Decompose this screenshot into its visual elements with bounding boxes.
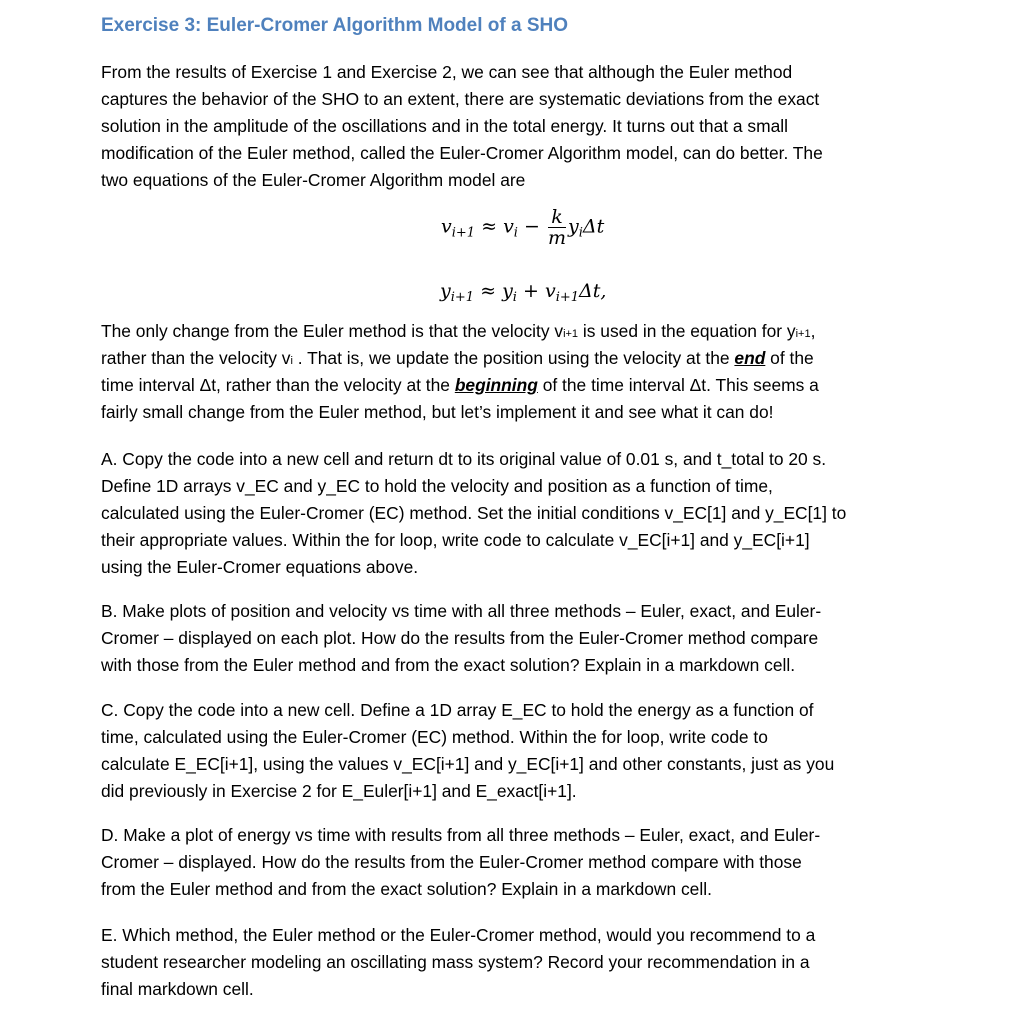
emphasis-end: end <box>734 348 766 368</box>
eq-denominator: m <box>547 227 566 249</box>
eq-operator: − <box>517 215 546 238</box>
text-line: calculated using the Euler-Cromer (EC) method. Set the initial conditions v_EC[1] and y_EC[1] to <box>101 503 847 523</box>
text: , <box>810 321 816 341</box>
subscript: i+1 <box>795 328 811 340</box>
text-line: modification of the Euler method, called the Euler-Cromer Algorithm model, can do better. The <box>101 143 823 163</box>
eq-symbol: y <box>440 280 451 302</box>
text-line: did previously in Exercise 2 for E_Euler[i+1] and E_exact[i+1]. <box>101 781 577 801</box>
text-line: Cromer – displayed on each plot. How do the results from the Euler-Cromer method compare <box>101 628 819 648</box>
text-line: final markdown cell. <box>101 979 254 999</box>
part-e <box>101 922 815 1003</box>
text-line: student researcher modeling an oscillating mass system? Record your recommendation in a <box>101 952 810 972</box>
text-line: Cromer – displayed. How do the results from the Euler-Cromer method compare with those <box>101 852 802 872</box>
eq-subscript: i <box>578 225 583 241</box>
text-line: two equations of the Euler-Cromer Algorithm model are <box>101 170 526 190</box>
text-line: from the Euler method and from the exact solution? Explain in a markdown cell. <box>101 879 712 899</box>
text: . That is, we update the position using the velocity at the <box>292 348 735 368</box>
text-line: time, calculated using the Euler-Cromer (EC) method. Within the for loop, write code to <box>101 727 768 747</box>
text-line: Define 1D arrays v_EC and y_EC to hold the velocity and position as a function of time, <box>101 476 773 496</box>
text: The only change from the Euler method is that the velocity v <box>101 321 564 341</box>
text-line: calculate E_EC[i+1], using the values v_EC[i+1] and y_EC[i+1] and other constants, just as you <box>101 754 835 774</box>
text: rather than the velocity v <box>101 348 291 368</box>
part-a <box>101 446 846 581</box>
part-b <box>101 598 821 679</box>
eq-subscript: i+1 <box>450 290 475 305</box>
change-paragraph <box>101 318 819 426</box>
eq-symbol: v <box>503 215 514 238</box>
eq-symbol: v <box>544 280 556 302</box>
eq-subscript: i <box>513 225 518 241</box>
eq-subscript: i <box>512 290 517 305</box>
text: of the <box>765 348 814 368</box>
eq-operator: ≈ <box>475 215 504 238</box>
text: time interval Δt, rather than the velocity at the <box>101 375 455 395</box>
eq-symbol: y <box>502 280 513 302</box>
eq-operator: ≈ <box>474 280 503 302</box>
text-line: with those from the Euler method and from the exact solution? Explain in a markdown cell. <box>101 655 796 675</box>
text: of the time interval Δt. This seems a <box>537 375 819 395</box>
text-line: A. Copy the code into a new cell and return dt to its original value of 0.01 s, and t_total to 20 s. <box>101 449 827 469</box>
text-line: E. Which method, the Euler method or the Euler-Cromer method, would you recommend to a <box>101 925 816 945</box>
exercise-title: Exercise 3: Euler-Cromer Algorithm Model of a SHO <box>101 15 569 36</box>
equation-position-update <box>440 280 606 305</box>
eq-subscript: i+1 <box>555 290 580 305</box>
text-line: solution in the amplitude of the oscillations and in the total energy. It turns out that a small <box>101 116 789 136</box>
subscript: i <box>290 355 293 367</box>
text-line: captures the behavior of the SHO to an extent, there are systematic deviations from the exact <box>101 89 820 109</box>
eq-symbol: y <box>568 215 579 238</box>
part-d <box>101 822 820 903</box>
emphasis-beginning: beginning <box>454 375 538 395</box>
subscript: i+1 <box>563 328 579 340</box>
text-line: using the Euler-Cromer equations above. <box>101 557 419 577</box>
text-line: C. Copy the code into a new cell. Define a 1D array E_EC to hold the energy as a function of <box>101 700 814 720</box>
text-line: From the results of Exercise 1 and Exercise 2, we can see that although the Euler method <box>101 62 793 82</box>
eq-symbol: v <box>441 215 452 238</box>
part-c <box>101 697 834 805</box>
text-line: B. Make plots of position and velocity vs time with all three methods – Euler, exact, and Euler- <box>101 601 822 621</box>
text: fairly small change from the Euler method, but let’s implement it and see what it can do! <box>101 402 774 422</box>
eq-symbol: Δt, <box>579 280 607 302</box>
text-line: D. Make a plot of energy vs time with results from all three methods – Euler, exact, and Euler- <box>101 825 821 845</box>
equation-velocity-update <box>441 207 604 248</box>
eq-operator: + <box>516 280 545 302</box>
text: is used in the equation for y <box>578 321 796 341</box>
eq-symbol: Δt <box>582 215 605 238</box>
eq-numerator: k <box>548 207 566 228</box>
intro-paragraph <box>101 59 823 194</box>
eq-subscript: i+1 <box>451 225 476 241</box>
text-line: their appropriate values. Within the for loop, write code to calculate v_EC[i+1] and y_EC[i+1] <box>101 530 810 550</box>
eq-fraction <box>548 207 566 248</box>
